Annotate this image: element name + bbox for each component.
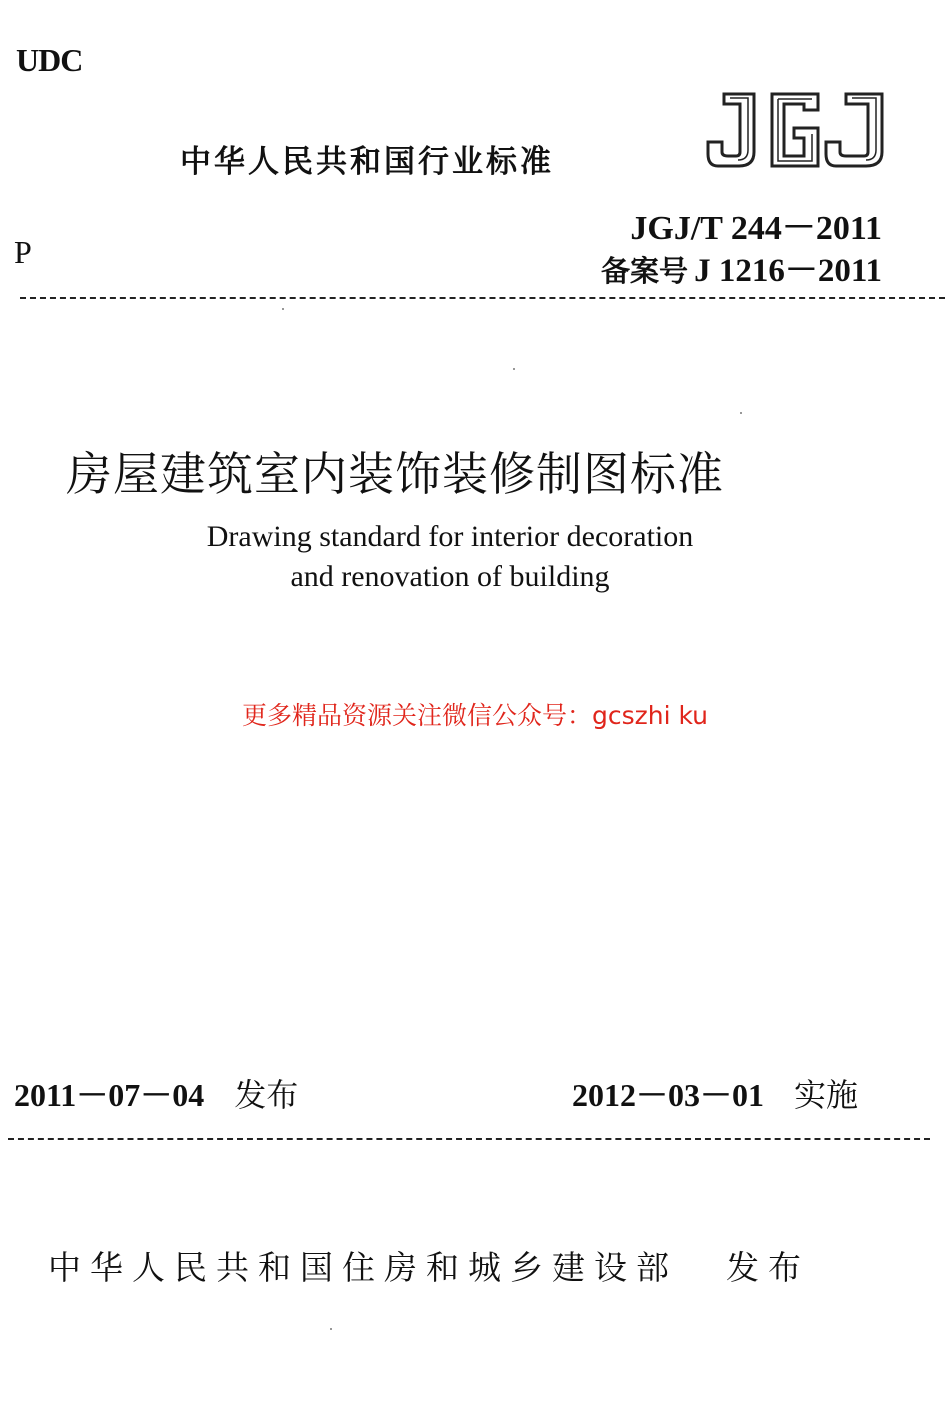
document-title-chinese: 房屋建筑室内装饰装修制图标准 bbox=[66, 447, 724, 501]
category-letter: P bbox=[14, 234, 32, 270]
scan-speck bbox=[330, 1328, 332, 1330]
document-title-english-line2: and renovation of building bbox=[290, 560, 610, 593]
top-divider bbox=[20, 297, 945, 299]
udc-label: UDC bbox=[16, 42, 83, 78]
publisher-publish-label: 发布 bbox=[726, 1248, 810, 1287]
industry-standard-title: 中华人民共和国行业标准 bbox=[180, 144, 554, 180]
scan-speck bbox=[740, 412, 742, 414]
implement-date: 2012－03－01 bbox=[572, 1077, 765, 1113]
document-title-english-line1: Drawing standard for interior decoration bbox=[206, 520, 694, 553]
publisher-line bbox=[48, 1242, 810, 1289]
scan-speck bbox=[513, 368, 515, 370]
promo-watermark-text: 更多精品资源关注微信公众号：gcszhi ku bbox=[241, 701, 709, 730]
bottom-divider bbox=[8, 1138, 930, 1140]
record-number-value: J 1216－2011 bbox=[694, 253, 882, 289]
publisher-name: 中华人民共和国住房和城乡建设部 bbox=[48, 1248, 678, 1287]
publish-date: 2011－07－04 bbox=[14, 1077, 205, 1113]
implement-label: 实施 bbox=[794, 1076, 859, 1114]
scan-speck bbox=[282, 308, 284, 310]
implement-date-block bbox=[572, 1070, 858, 1116]
publish-date-block bbox=[14, 1070, 298, 1116]
record-number bbox=[601, 244, 882, 291]
record-number-label: 备案号 bbox=[601, 254, 689, 288]
standard-number: JGJ/T 244－2011 bbox=[630, 210, 882, 247]
publish-label: 发布 bbox=[234, 1076, 299, 1114]
jgj-logo bbox=[706, 90, 886, 170]
